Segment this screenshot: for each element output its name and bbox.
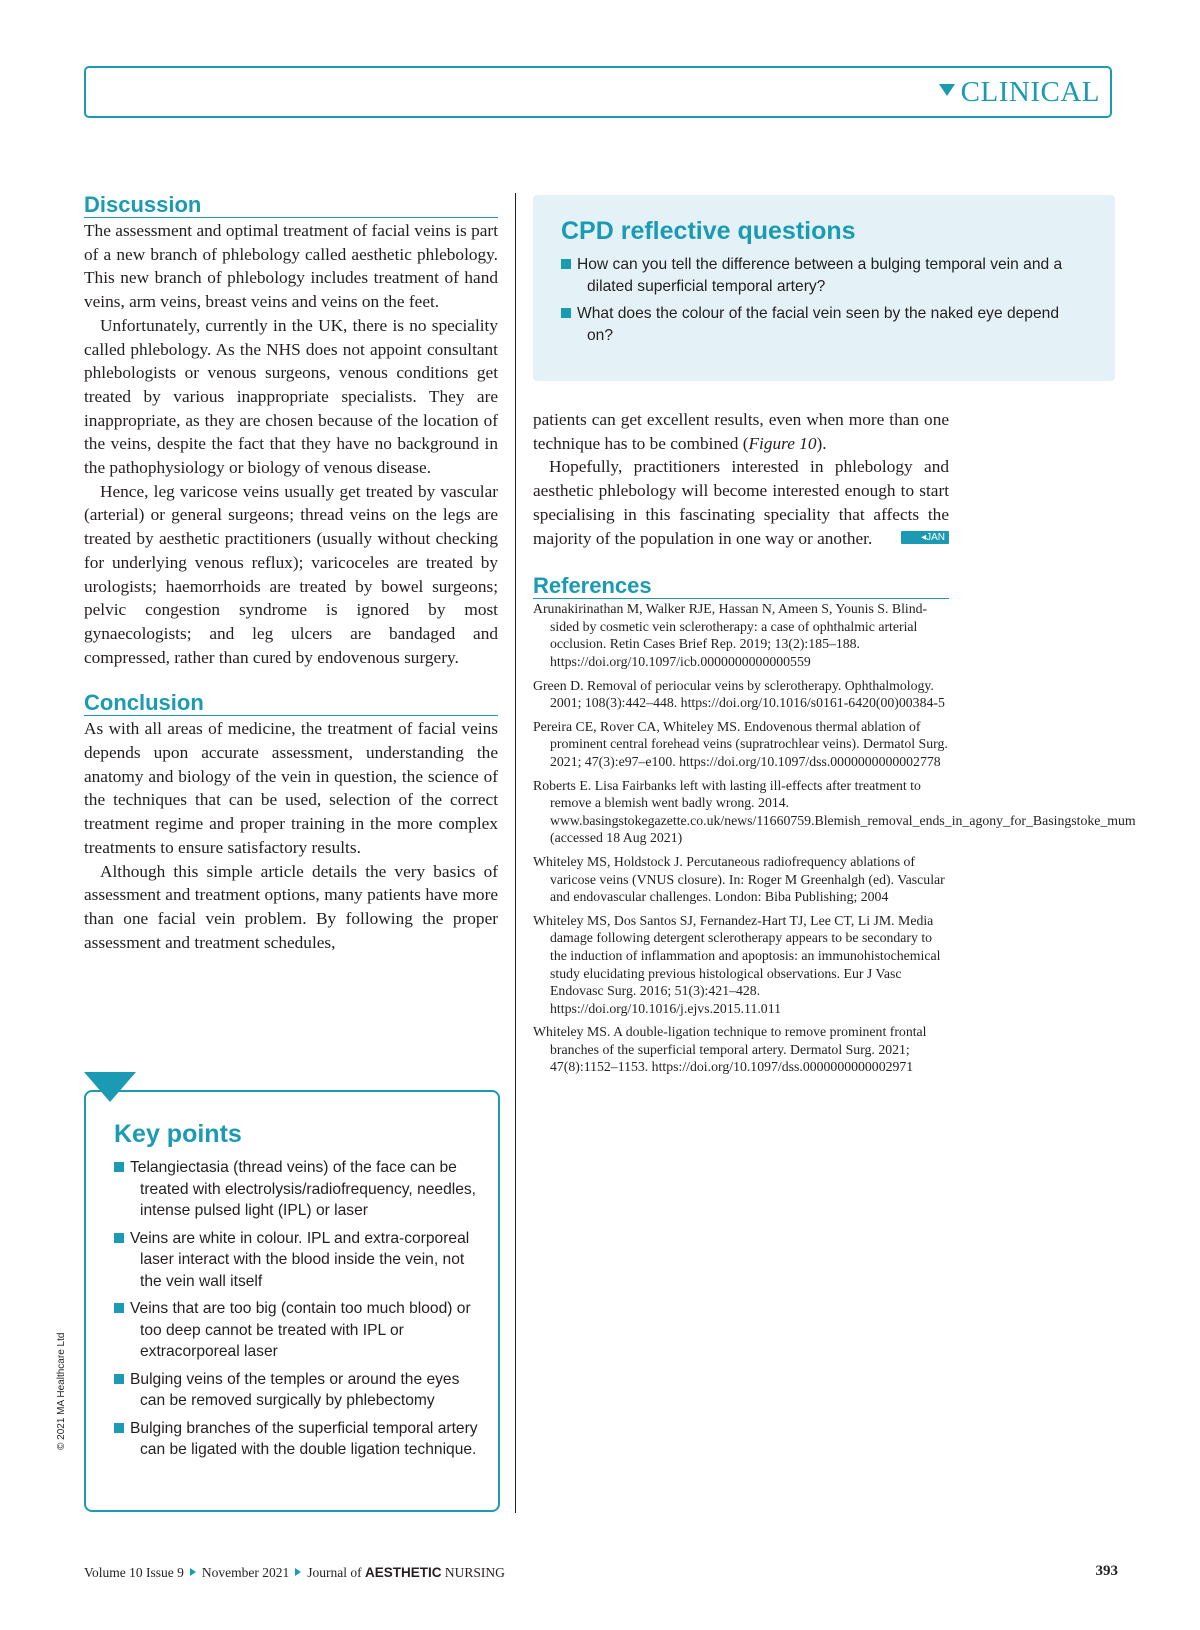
conclusion-heading: Conclusion [84,691,498,716]
page-footer [84,1565,505,1581]
discussion-paragraph: Hence, leg varicose veins usually get treated by vascular (arterial) or general surgeons; thread veins on the legs are treated by aesthetic practitioners (usually without checking for underlying venous reflux); varicoceles are treated by urologists; haemorrhoids are treated by bowel surgeons; pelvic congestion syndrome is ignored by most gynaecologists; and leg ulcers are bandaged and compressed, rather than cured by endovenous surgery. [84,481,498,667]
bullet-square-icon [561,308,571,318]
cpd-question-item: What does the colour of the facial vein seen by the naked eye depend on? [561,303,1089,346]
reference-item: Whiteley MS. A double-ligation technique to remove prominent frontal branches of the superficial temporal artery. Dermatol Surg. 2021; 47(8):1152–1153. https://doi.org/10.1097/dss.0000000000002971 [533,1024,927,1075]
bullet-square-icon [114,1233,124,1243]
key-point-item: Veins that are too big (contain too much blood) or too deep cannot be treated with IPL or extracorporeal laser [114,1298,478,1363]
end-of-article-badge: ◂JAN [901,531,949,544]
reference-item: Arunakirinathan M, Walker RJE, Hassan N, Ameen S, Younis S. Blind-sided by cosmetic vein sclerotherapy: a case of ophthalmic arterial occlusion. Retin Cases Brief Rep. 2019; 13(2):185–188. https://doi.org/10.1097/icb.0000000000000559 [533,601,928,669]
bullet-square-icon [114,1162,124,1172]
key-point-item: Veins are white in colour. IPL and extra-corporeal laser interact with the blood inside the vein, not the vein wall itself [114,1228,478,1293]
column-divider [515,193,516,1513]
figure-reference: Figure 10 [748,433,817,453]
cpd-question-item: How can you tell the difference between a bulging temporal vein and a dilated superficial temporal artery? [561,254,1089,297]
continuation-paragraph: Hopefully, practitioners interested in phlebology and aesthetic phlebology will become interested enough to start specialising in this fascinating speciality that affects the majority of the population in one way or another. ◂JAN [533,457,949,548]
discussion-paragraph: The assessment and optimal treatment of facial veins is part of a new branch of phlebology called aesthetic phlebology. This new branch of phlebology includes treatment of hand veins, arm veins, breast veins and veins on the feet. [84,221,498,312]
footer-journal-prefix: Journal of [307,1565,362,1580]
copyright-notice: © 2021 MA Healthcare Ltd [56,1332,67,1450]
footer-journal-bold: AESTHETIC [364,1565,442,1580]
left-column [84,193,498,954]
key-points-box [84,1090,500,1512]
cpd-questions-box [533,195,1115,381]
key-point-item: Bulging veins of the temples or around the eyes can be removed surgically by phlebectomy [114,1369,478,1412]
conclusion-paragraph: As with all areas of medicine, the treatment of facial veins depends upon accurate assessment, understanding the anatomy and biology of the vein in question, the science of the techniques that can be used, selection of the correct treatment regime and proper training in the more complex treatments to ensure satisfactory results. [84,719,498,857]
references-section [533,573,1136,1076]
reference-item: Green D. Removal of periocular veins by sclerotherapy. Ophthalmology. 2001; 108(3):442–448. https://doi.org/10.1016/s0161-6420(00)00384-5 [533,677,945,711]
key-points-title: Key points [114,1120,242,1148]
reference-item: Whiteley MS, Holdstock J. Percutaneous radiofrequency ablations of varicose veins (VNUS closure). In: Roger M Greenhalgh (ed). Vascular and endovascular challenges. London: Biba Publishing; 2004 [533,853,945,905]
bullet-square-icon [114,1423,124,1433]
bullet-square-icon [114,1303,124,1313]
key-point-item: Bulging branches of the superficial temporal artery can be ligated with the double ligation technique. [114,1418,478,1461]
key-points-list [114,1157,478,1461]
continuation-paragraph: patients can get excellent results, even when more than one technique has to be combined (Figure 10). [533,410,949,453]
page-number: 393 [1095,1563,1118,1579]
arrow-right-icon [295,1568,301,1576]
reference-item: Whiteley MS, Dos Santos SJ, Fernandez-Hart TJ, Lee CT, Li JM. Media damage following detergent sclerotherapy appears to be secondary to the induction of inflammation and apoptosis: an immunohistochemical study elucidating previous histological observations. Eur J Vasc Endovasc Surg. 2016; 51(3):421–428. https://doi.org/10.1016/j.ejvs.2015.11.011 [533,912,941,1016]
footer-journal-suffix: NURSING [444,1565,505,1580]
arrow-right-icon [190,1568,196,1576]
discussion-heading: Discussion [84,193,498,218]
section-label: CLINICAL [939,76,1100,109]
reference-item: Pereira CE, Rover CA, Whiteley MS. Endovenous thermal ablation of prominent central forehead veins (supratrochlear veins). Dermatol Surg. 2021; 47(3):e97–e100. https://doi.org/10.1097/dss.0000000000002778 [533,718,948,769]
footer-volume: Volume 10 Issue 9 [84,1565,184,1580]
key-point-item: Telangiectasia (thread veins) of the face can be treated with electrolysis/radiofrequency, needles, intense pulsed light (IPL) or laser [114,1157,478,1222]
reference-item: Roberts E. Lisa Fairbanks left with lasting ill-effects after treatment to remove a blemish went badly wrong. 2014. www.basingstokegazette.co.uk/news/11660759.Blemish_removal_ends_in_agony_for_Basingstoke_mum (accessed 18 Aug 2021) [533,777,1136,846]
section-header-box [84,66,1112,118]
triangle-down-icon [939,84,955,96]
references-heading: References [533,574,949,599]
bullet-square-icon [114,1374,124,1384]
cpd-title: CPD reflective questions [561,217,856,245]
conclusion-paragraph: Although this simple article details the very basics of assessment and treatment options, many patients have more than one facial vein problem. By following the proper assessment and treatment schedules, [84,861,498,952]
bullet-square-icon [561,259,571,269]
cpd-question-list [561,254,1089,346]
discussion-paragraph: Unfortunately, currently in the UK, there is no speciality called phlebology. As the NHS does not appoint consultant phlebologists or venous surgeons, venous conditions get treated by various inappropriate specialists. They are inappropriate, as they are chosen because of the location of the veins, despite the fact that they have no background in the pathophysiology or biology of venous disease. [84,315,498,478]
middle-column [533,408,1136,1082]
footer-date: November 2021 [201,1565,290,1580]
